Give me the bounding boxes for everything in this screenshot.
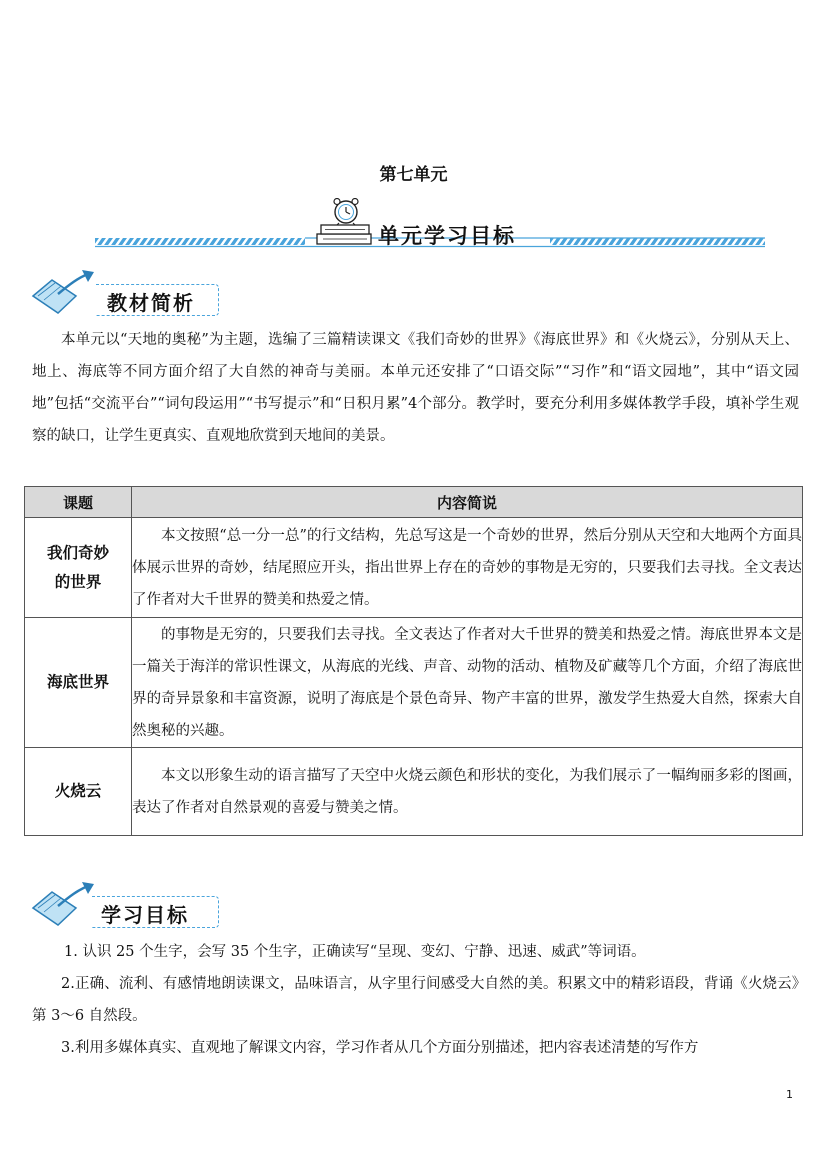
clock-books-icon [317,199,371,245]
banner-title: 单元学习目标 [378,224,516,248]
table-header-summary: 内容简说 [132,487,803,518]
section-title-learning-goals: 学习目标 [101,903,189,927]
open-book-arrow-icon [30,878,100,928]
lesson-title: 我们奇妙的世界 [25,518,132,618]
lesson-summary: 本文以形象生动的语言描写了天空中火烧云颜色和形状的变化，为我们展示了一幅绚丽多彩的图画，表达了作者对自然景观的喜爱与赞美之情。 [132,748,803,836]
textbook-analysis-paragraph: 本单元以“天地的奥秘”为主题，选编了三篇精读课文《我们奇妙的世界》《海底世界》和《火烧云》，分别从天上、地上、海底等不同方面介绍了大自然的神奇与美丽。本单元还安排了“口语交际”“习作”和“语文园地”，其中“语文园地”包括“交流平台”“词句段运用”“书写提示”和“日积月累”4个部分。教学时，要充分利用多媒体教学手段，填补学生观察的缺口，让学生更真实、直观地欣赏到天地间的美景。 [32,332,799,444]
lesson-summary: 本文按照“总一分一总”的行文结构，先总写这是一个奇妙的世界，然后分别从天空和大地两个方面具体展示世界的奇妙，结尾照应开头，指出世界上存在的奇妙的事物是无穷的，只要我们去寻找。全文表达了作者对大千世界的赞美和热爱之情。 [132,518,803,618]
lesson-table [24,486,803,836]
unit-title: 第七单元 [379,165,448,185]
section-title-textbook-analysis: 教材简析 [107,291,195,315]
table-header-lesson: 课题 [25,487,132,518]
table-row [25,748,803,836]
lesson-title: 海底世界 [25,618,132,748]
table-header-row [25,487,803,518]
table-row [25,618,803,748]
learning-goal-item: 1. 认识 25 个生字，会写 35 个生字，正确读写“呈现、变幻、宁静、迅速、威武”等词语。 [64,944,646,960]
learning-goal-item: 2.正确、流利、有感情地朗读课文，品味语言，从字里行间感受大自然的美。积累文中的精彩语段，背诵《火烧云》第 3～6 自然段。 [32,976,799,1024]
learning-goal-item: 3.利用多媒体真实、直观地了解课文内容，学习作者从几个方面分别描述，把内容表述清楚的写作方 [61,1040,699,1056]
lesson-summary: 的事物是无穷的，只要我们去寻找。全文表达了作者对大千世界的赞美和热爱之情。海底世界本文是一篇关于海洋的常识性课文，从海底的光线、声音、动物的活动、植物及矿藏等几个方面，介绍了海底世界的奇异景象和丰富资源，说明了海底是个景色奇异、物产丰富的世界，激发学生热爱大自然，探索大自然奥秘的兴趣。 [132,618,803,748]
page-number: 1 [786,1088,793,1101]
table-row [25,518,803,618]
lesson-title: 火烧云 [25,748,132,836]
open-book-arrow-icon [30,266,100,316]
